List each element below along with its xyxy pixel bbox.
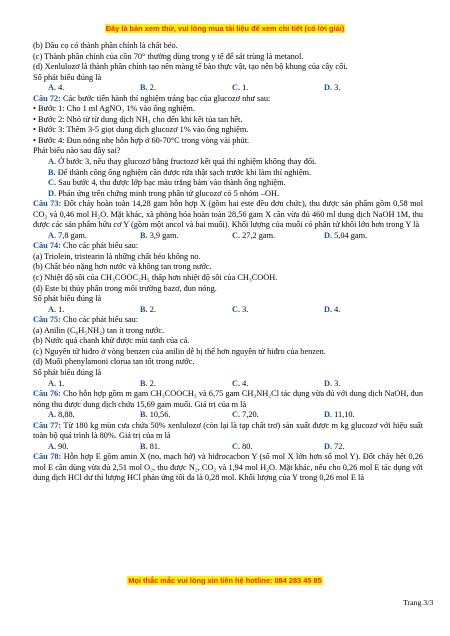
option-d[interactable]: D. 5,04 gam.: [324, 230, 368, 240]
option-b[interactable]: B. 10,56.: [140, 410, 171, 420]
q73-options: [33, 231, 423, 242]
option-b[interactable]: B. 2.: [140, 83, 156, 93]
q77-text: Câu 77: Từ 180 kg mùn cưa chứa 50% xenlulozơ (còn lại là tạp chất trơ) sản xuất được m kg glucozơ với hiệu suất toàn bộ quá trình là 80%. Giá trị của m là: [33, 420, 424, 441]
option-c[interactable]: C. 4.: [232, 378, 249, 388]
q72-step-3: • Bước 3: Thêm 3-5 giọt dung dịch glucozơ 1% vào ống nghiệm.: [33, 125, 249, 135]
option-c[interactable]: C. 3.: [232, 304, 249, 314]
statement-d: (d) Xenlulozơ là thành phần chính tạo nên màng tế bào thực vật, tạo nên bộ khung của cây cối.: [33, 62, 348, 72]
q72-question: Phát biểu nào sau đây sai?: [33, 146, 121, 156]
option-b[interactable]: B. 2.: [140, 378, 156, 388]
question-prompt: Số phát biểu đúng là: [33, 72, 102, 82]
option-a[interactable]: A. 7,8 gam.: [48, 230, 87, 240]
q72-choice-d[interactable]: D. Phản ứng trên chứng minh trong phân tử glucozơ có 5 nhóm –OH.: [48, 188, 280, 198]
option-a[interactable]: A. 8,88.: [48, 410, 75, 420]
option-a[interactable]: A. 1.: [48, 304, 65, 314]
option-c[interactable]: C. 80.: [232, 441, 253, 451]
q71-options: [33, 83, 423, 94]
q75-item-c: (c) Nguyên tử hiđro ở vòng benzen của anilin dễ bị thế hơn nguyên tử hiđro của benzen.: [33, 346, 326, 356]
option-d[interactable]: D. 3.: [324, 378, 341, 388]
q75-item-a: (a) Anilin (C₆H₅NH₂) tan ít trong nước.: [33, 325, 165, 335]
statement-c: (c) Thành phần chính của cồn 70° thường dùng trong y tế để sát trùng là metanol.: [33, 51, 304, 61]
q72-stem: Câu 72: Các bước tiến hành thí nghiệm tráng bạc của glucozơ như sau:: [33, 93, 271, 103]
page-number: Trang 3/3: [403, 598, 434, 607]
q74-item-c: (c) Nhiệt độ sôi của CH₃COOC₂H₅ thấp hơn nhiệt độ sôi của CH₃COOH.: [33, 273, 278, 283]
option-d[interactable]: D. 11,10.: [324, 410, 355, 420]
option-a[interactable]: A. 1.: [48, 378, 65, 388]
q75-question: Số phát biểu đúng là: [33, 367, 102, 377]
q72-step-2: • Bước 2: Nhỏ từ từ dung dịch NH₃ cho đến khi kết tủa tan hết.: [33, 114, 243, 124]
option-a[interactable]: A. 4.: [48, 83, 65, 93]
q75-item-d: (d) Muối phenylamoni clorua tan tốt trong nước.: [33, 357, 195, 367]
q74-options: [33, 305, 423, 316]
q72-step-1: • Bước 1: Cho 1 ml AgNO₃ 1% vào ống nghiệm.: [33, 104, 195, 114]
q72-choice-c[interactable]: C. Sau bước 4, thu được lớp bạc màu trắng bám vào thành ống nghiệm.: [48, 178, 286, 188]
q74-question: Số phát biểu đúng là: [33, 294, 102, 304]
q75-item-b: (b) Nước quả chanh khử được mùi tanh của cá.: [33, 336, 190, 346]
q73-text: Câu 73: Đốt cháy hoàn toàn 14,28 gam hỗn hợp X (gồm hai este đều đơn chức), thu được sản phẩm gồm 0,58 mol CO₂ và 0,46 mol H₂O. Mặt khác, xà phòng hóa hoàn toàn 28,56 gam X cần vừa đủ 460 ml dung dịch NaOH 1M, thu được các sản phẩm hữu cơ Y (gồm một ancol và hai muối). Khối lượng của muối có phân tử khối lớn hơn trong Y là: [33, 199, 424, 230]
option-d[interactable]: D. 72.: [324, 441, 345, 451]
q76-options: [33, 410, 423, 421]
q74-stem: Câu 74: Cho các phát biểu sau:: [33, 241, 139, 251]
q74-item-b: (b) Chất béo nặng hơn nước và không tan trong nước.: [33, 262, 212, 272]
q76-text: Câu 76: Cho hỗn hợp gồm m gam CH₃COOCH₃ và 6,75 gam CH₃NH₂Cl tác dụng vừa đủ với dung dịch NaOH, đun nóng thu được dung dịch chứa 15,69 gam muối. Giá trị của m là: [33, 389, 423, 409]
option-d[interactable]: D. 3.: [324, 83, 341, 93]
document-body: [33, 41, 423, 484]
q75-stem: Câu 75: Cho các phát biểu sau:: [33, 315, 139, 325]
option-d[interactable]: D. 4.: [324, 304, 341, 314]
q72-choice-a[interactable]: A. Ở bước 3, nếu thay glucozơ bằng fructozơ kết quả thí nghiệm không thay đổi.: [48, 157, 317, 167]
q72-choice-b[interactable]: B. Để thành công ống nghiệm cần được rửa thật sạch trước khi làm thí nghiệm.: [48, 167, 312, 177]
q78-text: Câu 78: Hỗn hợp E gồm amin X (no, mạch hở) và hiđrocacbon Y (số mol X lớn hơn số mol Y). Đốt cháy hết 0,26 mol E cần dùng vừa đủ 2,51 mol O₂, thu được N₂, CO₂ và 1,94 mol H₂O. Mặt khác, nếu cho 0,26 mol E tác dụng với dung dịch HCl dư thì lượng HCl phản ứng tối đa là 0,28 mol. Khối lượng của Y trong 0,26 mol E là: [33, 452, 423, 483]
preview-banner: Đây là bản xem thử, vui lòng mua tài liệu để xem chi tiết (có lời giải): [105, 24, 345, 33]
option-b[interactable]: B. 3,9 gam.: [140, 230, 179, 240]
q74-item-a: (a) Triolein, tristearin là những chất béo không no.: [33, 251, 201, 261]
statement-b: (b) Dầu cọ có thành phần chính là chất béo.: [33, 41, 178, 50]
option-a[interactable]: A. 90.: [48, 441, 69, 451]
hotline-banner: Mọi thắc mắc vui lòng xin liên hệ hotline: 084 283 45 85: [128, 576, 322, 585]
q72-step-4: • Bước 4: Đun nóng nhẹ hỗn hợp ở 60-70°C trong vòng vài phút.: [33, 135, 250, 145]
q77-options: [33, 442, 423, 453]
option-b[interactable]: B. 2.: [140, 304, 156, 314]
q75-options: [33, 379, 423, 390]
option-b[interactable]: B. 81.: [140, 441, 161, 451]
q74-item-d: (d) Este bị thủy phân trong môi trường bazơ, đun nóng.: [33, 283, 217, 293]
option-c[interactable]: C. 27,2 gam.: [232, 230, 276, 240]
option-c[interactable]: C. 1.: [232, 83, 249, 93]
option-c[interactable]: C. 7,20.: [232, 410, 259, 420]
